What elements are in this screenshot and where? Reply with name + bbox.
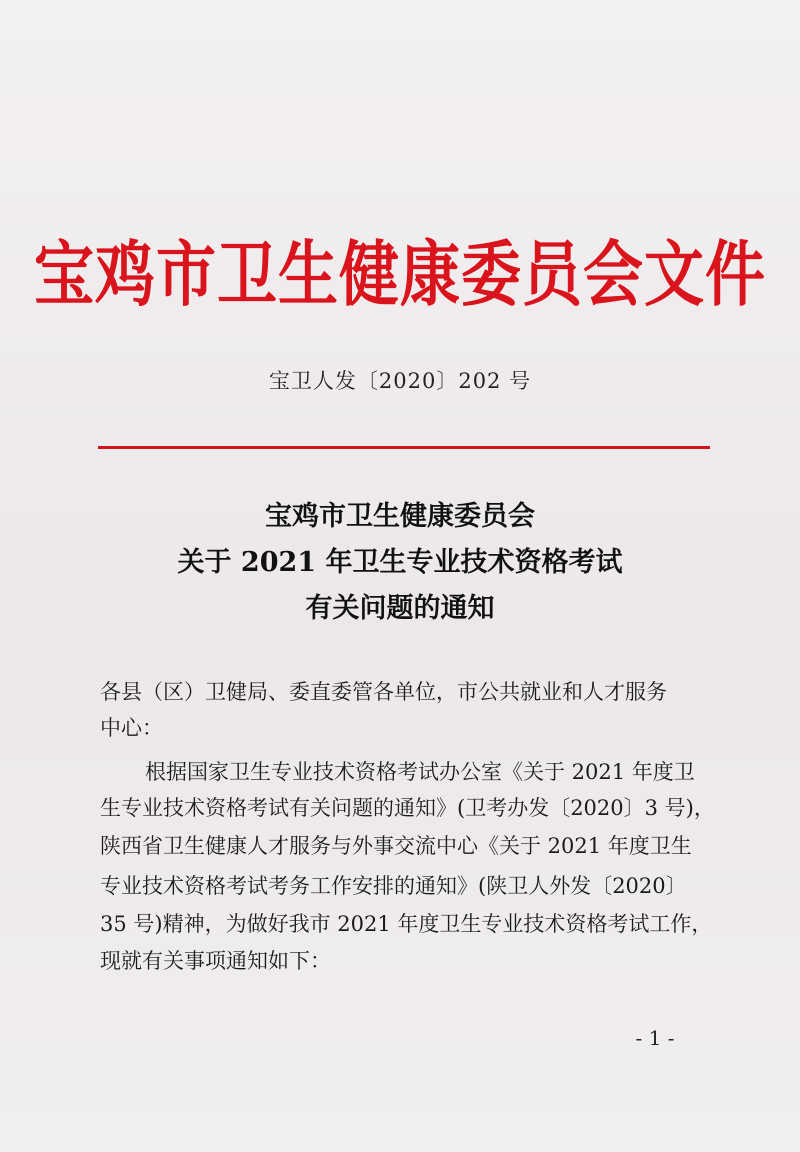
red-divider-rule	[98, 446, 710, 449]
title-line-1: 宝鸡市卫生健康委员会	[265, 501, 535, 532]
page-number: - 1 -	[635, 1026, 675, 1050]
body-line: 各县（区）卫健局、委直委管各单位，市公共就业和人才服务	[100, 680, 667, 704]
body-line: 现就有关事项通知如下：	[100, 949, 331, 973]
issuer-header: 宝鸡市卫生健康委员会文件	[34, 233, 766, 317]
body-line: 35 号)精神，为做好我市 2021 年度卫生专业技术资格考试工作，	[100, 912, 713, 936]
title-line-2: 关于 2021 年卫生专业技术资格考试	[177, 547, 623, 578]
document-number: 宝卫人发〔2020〕202 号	[268, 369, 532, 393]
body-line: 专业技术资格考试考务工作安排的通知》(陕卫人外发〔2020〕	[100, 874, 687, 898]
body-line: 陕西省卫生健康人才服务与外事交流中心《关于 2021 年度卫生	[100, 834, 692, 858]
body-line: 生专业技术资格考试有关问题的通知》(卫考办发〔2020〕3 号)，	[100, 796, 715, 820]
title-line-3: 有关问题的通知	[305, 593, 495, 624]
body-line: 根据国家卫生专业技术资格考试办公室《关于 2021 年度卫	[145, 760, 695, 784]
body-line: 中心：	[100, 716, 163, 740]
